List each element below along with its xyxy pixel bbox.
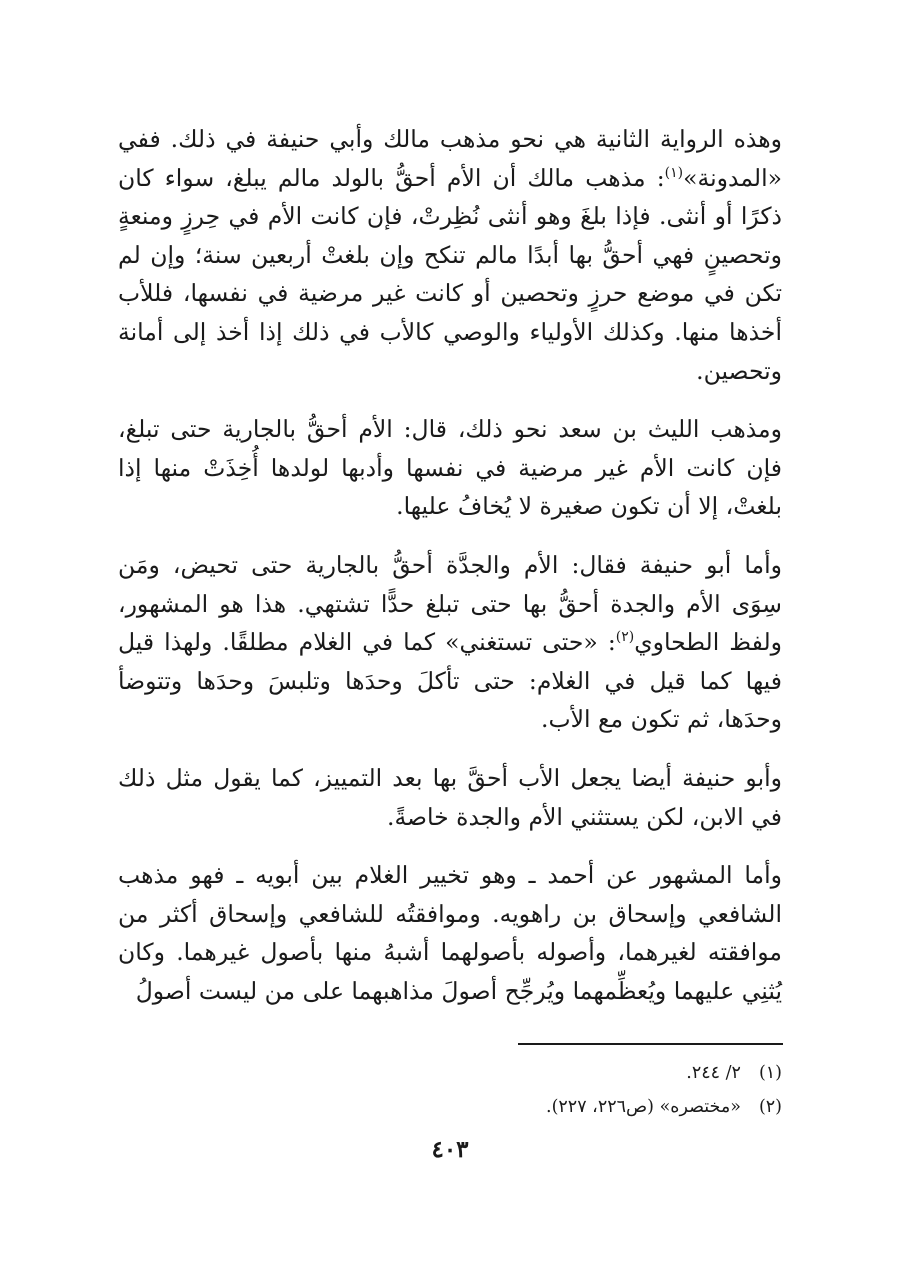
paragraph-1: [118, 120, 782, 390]
footnote-2-number: (٢): [758, 1097, 782, 1117]
footnote-2: [118, 1090, 782, 1124]
footnote-ref-2[interactable]: (٢): [615, 629, 635, 646]
footnote-2-text: «مختصره» (ص٢٢٦، ٢٢٧).: [546, 1097, 741, 1117]
paragraph-5: [118, 856, 782, 1010]
paragraph-3: [118, 546, 782, 739]
footnote-1-text: ٢/ ٢٤٤.: [686, 1063, 741, 1083]
paragraph-3-text-cont: : «حتى تستغني» كما في الغلام مطلقًا. ولهذا قيل فيها كما قيل في الغلام: حتى تأكلَ وحدَها وتلبسَ وحدَها وتتوضأ وحدَها، ثم تكون مع الأب.: [118, 628, 783, 734]
paragraph-2: [118, 410, 782, 526]
page-number: ٤٠٣: [431, 1136, 469, 1163]
paragraph-1-text-cont: : مذهب مالك أن الأم أحقُّ بالولد مالم يبلغ، سواء كان ذكرًا أو أنثى. فإذا بلغَ وهو أنثى نُظِرتْ، فإن كانت الأم في حِرزٍ ومنعةٍ وتحصينٍ فهي أحقُّ بها أبدًا مالم تنكح وإن بلغتْ أربعين سنة؛ وإن لم تكن في موضع حرزٍ وتحصين أو كانت غير مرضية في نفسها، فللأب أخذها منها. وكذلك الأولياء والوصي كالأب في ذلك إذا أخذ إلى أمانة وتحصين.: [118, 163, 782, 385]
paragraph-1-text: وهذه الرواية الثانية هي نحو مذهب مالك وأبي حنيفة في ذلك. ففي «المدونة»: [118, 125, 782, 192]
footnote-divider: [518, 1043, 783, 1045]
footnote-1: [118, 1056, 782, 1090]
footnote-ref-1[interactable]: (١): [664, 164, 684, 181]
paragraph-2-text: ومذهب الليث بن سعد نحو ذلك، قال: الأم أحقُّ بالجارية حتى تبلغ، فإن كانت الأم غير مرضية في نفسها وأدبها لولدها أُخِذَتْ منها إذا بلغتْ، إلا أن تكون صغيرة لا يُخافُ عليها.: [118, 415, 782, 521]
footnote-1-number: (١): [758, 1063, 782, 1083]
paragraph-5-text: وأما المشهور عن أحمد ـ وهو تخيير الغلام بين أبويه ـ فهو مذهب الشافعي وإسحاق بن راهويه. وموافقتُه للشافعي وإسحاق أكثر من موافقته لغيرهما، وأصوله بأصولهما أشبهُ منها بأصول غيرهما. وكان يُثنِي عليهما ويُعظِّمهما ويُرجِّح أصولَ مذاهبهما على من ليست أصولُ: [118, 861, 782, 1005]
paragraph-4: [118, 759, 782, 836]
body-text: [118, 120, 782, 1010]
paragraph-4-text: وأبو حنيفة أيضا يجعل الأب أحقَّ بها بعد التمييز، كما يقول مثل ذلك في الابن، لكن يستثني الأم والجدة خاصةً.: [118, 763, 782, 831]
footnotes: [118, 1056, 782, 1124]
paragraph-3-text: وأما أبو حنيفة فقال: الأم والجدَّة أحقُّ بالجارية حتى تحيض، ومَن سِوَى الأم والجدة أحقُّ بها حتى تبلغ حدًّا تشتهي. هذا هو المشهور، ولفظ الطحاوي: [118, 550, 782, 657]
